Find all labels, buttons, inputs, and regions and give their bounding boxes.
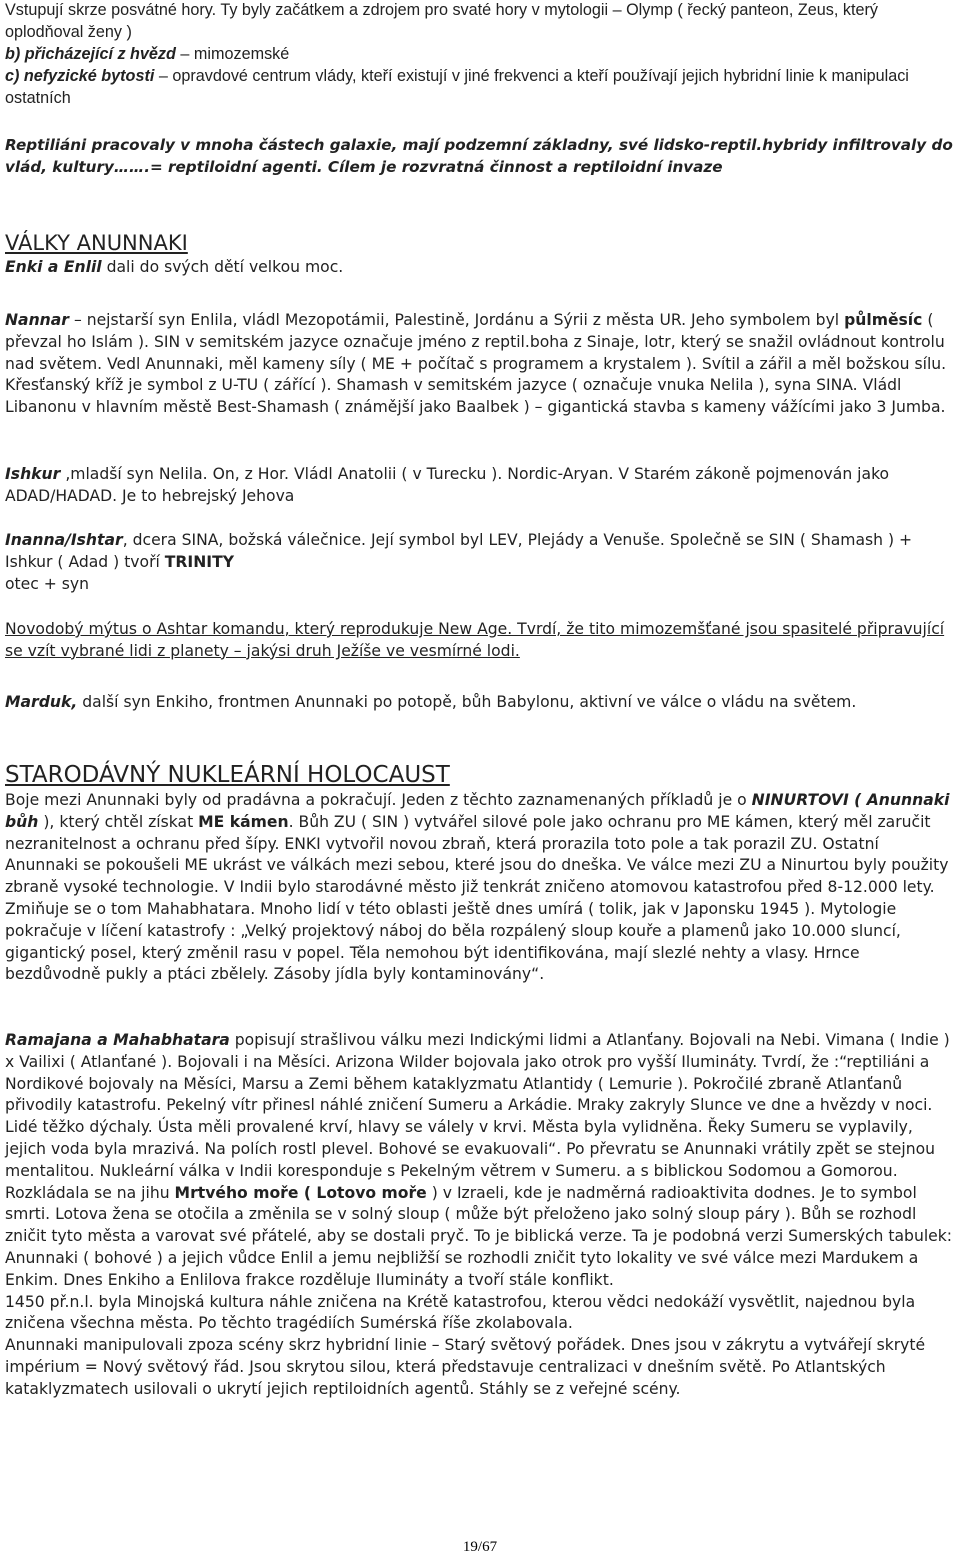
holocaust-p1-a: Boje mezi Anunnaki byly od pradávna a pokračují. Jeden z těchto zaznamenaných příkladů je o	[5, 791, 752, 809]
nannar-text-a: – nejstarší syn Enlila, vládl Mezopotámii, Palestině, Jordánu a Sýrii z města UR. Jeho symbolem byl	[69, 311, 845, 329]
reptiliani-paragraph: Reptiliáni pracovaly v mnoha částech galaxie, mají podzemní základny, své lidsko-reptil.hybridy infiltrovaly do vlád, kultury…….= reptiloidní agenti. Cílem je rozvratná činnost a reptiloidní invaze	[5, 136, 953, 176]
inanna-trinity: TRINITY	[164, 552, 235, 571]
page-number: 19/67	[462, 1539, 498, 1555]
holocaust-p2-a: popisují strašlivou válku mezi Indickými lidmi a Atlanťany. Bojovali na Nebi. Vimana ( Indie ) x Vailixi ( Atlanťané ). Bojovali i na Měsíci. Arizona Wilder bojovala jako otrok pro vyšší Ilumináty. Tvrdí, že :“reptiliáni a Nordikové bojovaly na Měsíci, Marsu a Zemi během kataklyzmatu Atlantidy ( Lemurie ). Pokročilé zbraně Atlanťanů přivodily katastrofu. Pekelný vítr přinesl náhlé zničení Sumeru a Arkádie. Mraky zakryly Slunce ve dne a hvězdy v noci. Lidé těžko dýchaly. Ústa měli provalené krví, hlavy se válely v krvi. Města byla vylidněna. Řeky Sumeru se vyplavily, jejich voda byla mrazivá. Na polích rostl plevel. Bohové se evakuovali“. Po převratu se Anunnaki vrátily zpět se stejnou mentalitou. Nukleární válka v Indii koresponduje s Pekelným větrem v Sumeru. a s biblickou Sodomou a Gomorou. Rozkládala se na jihu	[5, 1031, 950, 1202]
intro-text: Vstupují skrze posvátné hory. Ty byly začátkem a zdrojem pro svaté hory v mytologii – Olymp ( řecký panteon, Zeus, který oplodňoval ženy )	[5, 1, 878, 41]
nannar-paragraph	[5, 310, 955, 419]
item-c-label: c) nefyzické bytosti	[5, 67, 155, 85]
ishkur-section	[5, 464, 955, 508]
enki-name: Enki a Enlil	[5, 258, 102, 276]
ishkur-name: Ishkur	[5, 465, 61, 483]
holocaust-section	[5, 760, 955, 986]
holocaust-paragraph-3: 1450 př.n.l. byla Minojská kultura náhle zničena na Krétě katastrofou, kterou vědci nedokáží vysvětlit, najednou byla zničena všechna města. Po těchto tragédiích Sumérská říše zkolabovala.	[5, 1292, 916, 1333]
reptiliani-section	[5, 134, 955, 178]
marduk-name: Marduk,	[5, 693, 78, 711]
holocaust-ninurtovi: NINURTOVI ( Anunnaki bůh	[5, 791, 950, 831]
inanna-text: , dcera SINA, božská válečnice. Její symbol byl LEV, Plejády a Venuše. Společně se SIN ( Shamash ) + Ishkur ( Adad ) tvoří	[5, 531, 913, 571]
ramajana-name: Ramajana a Mahabhatara	[5, 1031, 230, 1049]
inanna-section	[5, 530, 955, 595]
inanna-paragraph	[5, 530, 955, 595]
nannar-moon: půlměsíc	[844, 311, 923, 329]
holocaust-me-kamen: ME kámen	[198, 812, 289, 831]
holocaust-p1-c: . Bůh ZU ( SIN ) vytvářel silové pole jako ochranu pro ME kámen, který měl zaručit nezranitelnost a ochranu před šípy. ENKI vytvořil novou zbraň, která prorazila toto pole a tak porazil ZU. Ostatní Anunnaki se pokoušeli ME ukrást ve válkách mezi sebou, které jsou do dneška. Ve válce mezi ZU a Ninurtou byly použity zbraně vysoké technologie. V Indii bylo starodávné město již tenkrát zničeno atomovou katastrofou před 8-12.000 lety. Zmiňuje se o tom Mahabhatara. Mnoho lidí v této oblasti ještě dnes umírá ( tolik, jak v Japonsku 1945 ). Mytologie pokračuje v líčení katastrofy : „Velký projektový náboj do běla rozpálený sloup kouře a plamenů jako 10.000 sluncí, gigantický posel, který změnil rasu v popel. Těla nemohou být identifikována, mají slezlé nehty a vlasy. Hrnce bezdůvodně pukly a ptáci zbělely. Zásoby jídla byly kontaminovány“.	[5, 812, 949, 984]
holocaust-p1-b: ), který chtěl získat	[38, 812, 199, 831]
item-b-text: – mimozemské	[175, 45, 290, 63]
marduk-paragraph	[5, 692, 955, 714]
ashtar-paragraph: Novodobý mýtus o Ashtar komandu, který reprodukuje New Age. Tvrdí, že tito mimozemšťané jsou spasitelé připravující se vzít vybrané lidi z planety – jakýsi druh Ježíše ve vesmírné lodi.	[5, 620, 945, 660]
holocaust-heading: STARODÁVNÝ NUKLEÁRNÍ HOLOCAUST	[5, 762, 450, 788]
item-c-text: – opravdové centrum vlády, kteří existují v jiné frekvenci a kteří používají jejich hybridní linie k manipulaci ostatních	[5, 67, 909, 107]
item-b-label: b) přicházející z hvězd	[5, 45, 176, 63]
ashtar-section	[5, 619, 955, 663]
intro-section	[5, 0, 955, 109]
ramajana-section	[5, 1030, 955, 1401]
holocaust-paragraph-2	[5, 1030, 955, 1292]
nannar-name: Nannar	[5, 311, 69, 329]
ishkur-text: ,mladší syn Nelila. On, z Hor. Vládl Anatolii ( v Turecku ). Nordic-Aryan. V Starém zákoně pojmenován jako ADAD/HADAD. Je to hebrejský Jehova	[5, 465, 890, 505]
holocaust-p2-b: ) v Izraeli, kde je nadměrná radioaktivita dodnes. Je to symbol smrti. Lotova žena se otočila a změnila se v solný sloup ( může být přeloženo jako solný sloup páry ). Bůh se rozhodl zničit tyto města a varovat své přátelé, aby se dostali pryč. To je biblická verze. Ta je podobná verzi Sumerských tabulek: Anunnaki ( bohové ) a jejich vůdce Enlil a jemu nejbližší se rozhodli zničit tyto lokality ve své válce mezi Mardukem a Enkim. Dnes Enkiho a Enlilova frakce rozděluje Ilumináty a tvoří stále konflikt.	[5, 1183, 953, 1289]
enki-text: dali do svých dětí velkou moc.	[101, 258, 344, 276]
inanna-line2: otec + syn	[5, 574, 90, 593]
nannar-section	[5, 310, 955, 419]
holocaust-paragraph-1	[5, 790, 955, 986]
marduk-section	[5, 692, 955, 714]
holocaust-paragraph-4: Anunnaki manipulovali zpoza scény skrz hybridní linie – Starý světový pořádek. Dnes jsou v zákrytu a vytvářejí skryté impérium = Nový světový řád. Jsou skrytou silou, která představuje centralizaci v dnešním světě. Po Atlantských kataklyzmatech usilovali o ukrytí jejich reptiloidních agentů. Stáhly se z veřejné scény.	[5, 1336, 926, 1398]
holocaust-mrtveho-more: Mrtvého moře ( Lotovo moře	[174, 1183, 427, 1202]
enki-paragraph	[5, 257, 955, 279]
valky-section	[5, 229, 955, 279]
nannar-text-b: ( převzal ho Islám ). SIN v semitském jazyce označuje jméno z reptil.boha z Sinaje, lotr, který se snažil ovládnout kontrolu nad světem. Vedl Anunnaki, měl kameny síly ( ME + počítač s programem a krystalem ). Svítil a zářil a měl božskou sílu. Křesťanský kříž je symbol z U-TU ( zářící ). Shamash v semitském jazyce ( označuje vnuka Nelila ), syna SINA. Vládl Libanonu v hlavním městě Best-Shamash ( známější jako Baalbek ) – gigantická stavba s kameny vážícími jako 3 Jumba.	[5, 311, 947, 417]
valky-heading: VÁLKY ANUNNAKI	[5, 231, 188, 255]
marduk-text: další syn Enkiho, frontmen Anunnaki po potopě, bůh Babylonu, aktivní ve válce o vládu na světem.	[77, 693, 857, 711]
intro-paragraph	[5, 0, 955, 109]
inanna-name: Inanna/Ishtar	[5, 531, 123, 549]
ishkur-paragraph	[5, 464, 955, 508]
